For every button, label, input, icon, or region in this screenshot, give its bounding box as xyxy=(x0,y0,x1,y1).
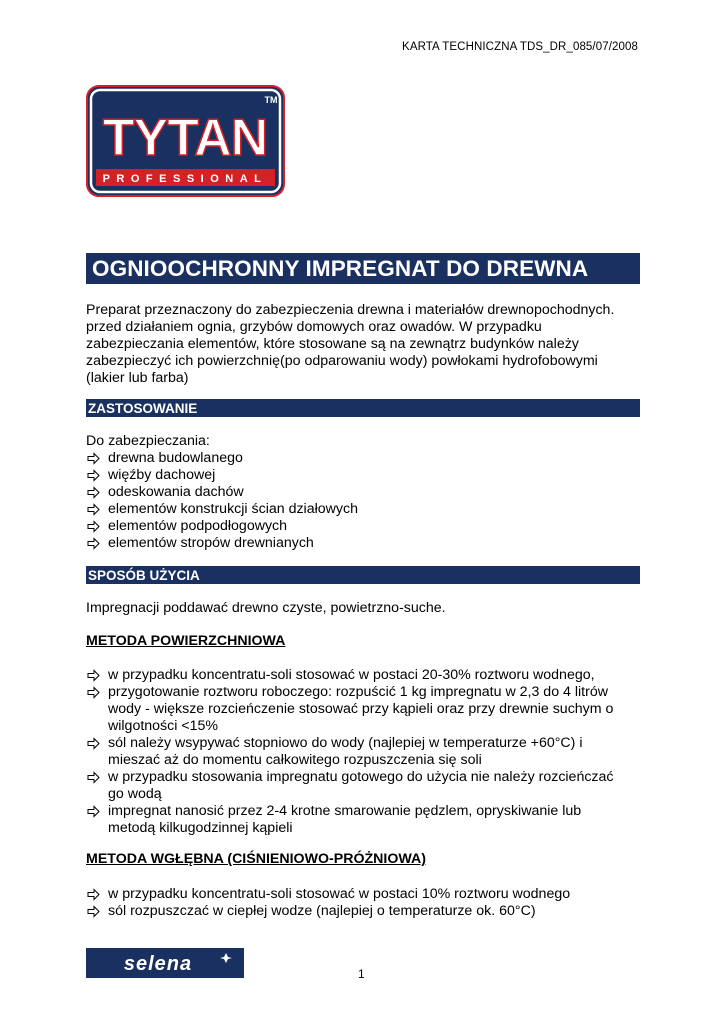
list-item: sól rozpuszczać w ciepłej wodze (najlepiej o temperaturze ok. 60°C) xyxy=(86,903,646,920)
intro-line: zabezpieczyć ich powierzchnię(po odparowaniu wody) powłokami hydrofobowymi xyxy=(86,353,598,369)
arrow-right-icon xyxy=(86,667,102,684)
section-heading: SPOSÓB UŻYCIA xyxy=(88,567,200,583)
subheading-wglebna: METODA WGŁĘBNA (CIŚNIENIOWO-PRÓŻNIOWA) xyxy=(86,851,426,867)
arrow-right-icon xyxy=(86,803,102,820)
arrow-right-icon xyxy=(86,903,102,920)
arrow-right-icon xyxy=(86,450,102,467)
logo-brand: TYTAN xyxy=(102,109,268,167)
sposob-lead: Impregnacji poddawać drewno czyste, powietrzno-suche. xyxy=(86,600,446,616)
zastosowanie-lead: Do zabezpieczania: xyxy=(86,433,210,449)
list-item: w przypadku stosowania impregnatu gotowego do użycia nie należy rozcieńczać go wodą xyxy=(86,769,646,803)
arrow-right-icon xyxy=(86,886,102,903)
section-heading: ZASTOSOWANIE xyxy=(88,400,198,416)
tytan-logo xyxy=(86,85,285,197)
list-item: w przypadku koncentratu-soli stosować w postaci 10% roztworu wodnego xyxy=(86,886,646,903)
list-item: elementów stropów drewnianych xyxy=(86,535,646,552)
list-item: odeskowania dachów xyxy=(86,484,646,501)
arrow-right-icon xyxy=(86,467,102,484)
powierzchniowa-list xyxy=(86,667,646,837)
list-item: sól należy wsypywać stopniowo do wody (najlepiej w temperaturze +60°C) i mieszać aż do momentu całkowitego rozpuszczenia się soli xyxy=(86,735,646,769)
page-title: OGNIOOCHRONNY IMPREGNAT DO DREWNA xyxy=(92,255,589,281)
document-code: KARTA TECHNICZNA TDS_DR_085/07/2008 xyxy=(402,41,638,53)
list-item: przygotowanie roztworu roboczego: rozpuścić 1 kg impregnatu w 2,3 do 4 litrów wody - większe rozcieńczenie stosować przy kąpieli oraz przy drewnie suchym o wilgotności <15% xyxy=(86,684,646,735)
list-item: w przypadku koncentratu-soli stosować w postaci 20-30% roztworu wodnego, xyxy=(86,667,646,684)
list-item: impregnat nanosić przez 2-4 krotne smarowanie pędzlem, opryskiwanie lub metodą kilkugodzinnej kąpieli xyxy=(86,803,646,837)
title-bar xyxy=(86,253,640,284)
zastosowanie-body xyxy=(86,433,646,552)
intro-line: zabezpieczania elementów, które stosowane są na zewnątrz budynków należy xyxy=(86,336,579,352)
arrow-right-icon xyxy=(86,735,102,752)
list-item: drewna budowlanego xyxy=(86,450,646,467)
intro-paragraph xyxy=(86,302,646,387)
logo-tagline: PROFESSIONAL xyxy=(102,173,268,185)
arrow-right-icon xyxy=(86,769,102,786)
arrow-right-icon xyxy=(86,501,102,518)
page-number: 1 xyxy=(358,967,365,981)
intro-line: (lakier lub farba) xyxy=(86,370,189,386)
zastosowanie-list xyxy=(86,450,646,552)
wglebna-body xyxy=(86,886,646,920)
list-item: elementów podpodłogowych xyxy=(86,518,646,535)
selena-logo xyxy=(86,948,244,978)
logo-tm: TM xyxy=(264,95,278,105)
list-item: więźby dachowej xyxy=(86,467,646,484)
wglebna-list xyxy=(86,886,646,920)
intro-line: przed działaniem ognia, grzybów domowych oraz owadów. W przypadku xyxy=(86,319,542,335)
subheading-powierzchniowa: METODA POWIERZCHNIOWA xyxy=(86,633,286,649)
arrow-right-icon xyxy=(86,484,102,501)
footer-brand: selena xyxy=(123,953,193,975)
section-sposob-uzycia xyxy=(86,566,640,584)
arrow-right-icon xyxy=(86,684,102,701)
list-item: elementów konstrukcji ścian działowych xyxy=(86,501,646,518)
intro-line: Preparat przeznaczony do zabezpieczenia drewna i materiałów drewnopochodnych. xyxy=(86,302,615,318)
arrow-right-icon xyxy=(86,535,102,552)
section-zastosowanie xyxy=(86,399,640,417)
arrow-right-icon xyxy=(86,518,102,535)
powierzchniowa-body xyxy=(86,667,646,837)
